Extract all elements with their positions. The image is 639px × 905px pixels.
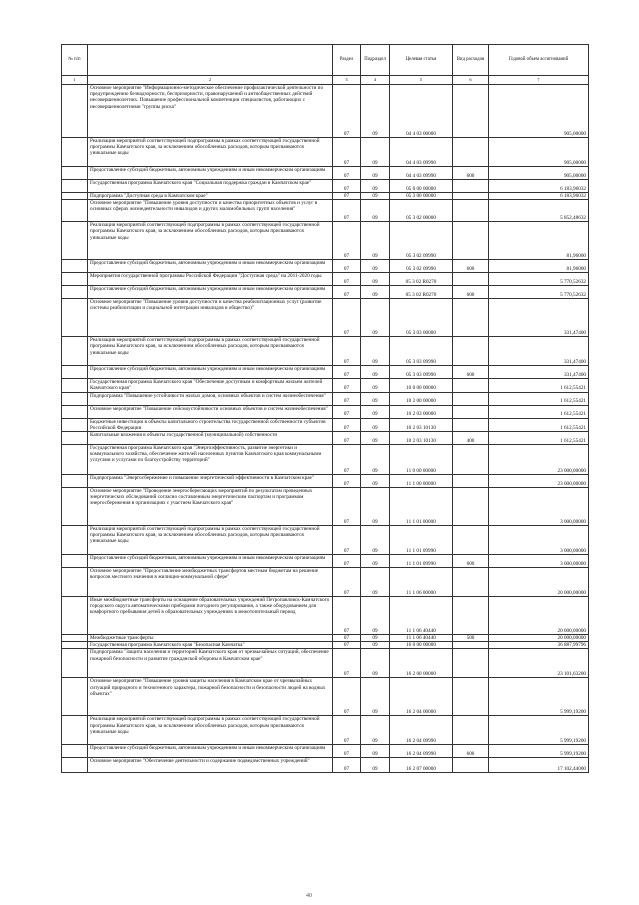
row-section-cell: 07: [333, 167, 361, 180]
table-row: [62, 405, 589, 418]
row-name-cell: Бюджетные инвестиции в объекты капитального строительства государственной собственности субъектов Российской Федерации: [88, 418, 333, 431]
table-row: [62, 649, 589, 678]
row-expense-type-cell: [453, 392, 489, 405]
row-subsection-cell: 09: [361, 260, 390, 273]
row-amount-cell: 1 612,55421: [489, 418, 589, 431]
row-expense-type-cell: 600: [453, 745, 489, 758]
row-name-cell: Предоставление субсидий бюджетным, автономным учреждениям и иным некоммерческим организациям: [88, 167, 333, 180]
table-row: [62, 299, 589, 337]
table-row: [62, 642, 589, 649]
table-row: [62, 286, 589, 299]
page-number: 40: [306, 893, 312, 899]
row-expense-type-cell: 600: [453, 167, 489, 180]
row-amount-cell: 20 000,00000: [489, 635, 589, 642]
table-row: [62, 418, 589, 431]
row-amount-cell: 5 999,19200: [489, 716, 589, 745]
col-name-header: [88, 45, 333, 76]
row-name-cell: Реализация мероприятий соответствующей подпрограммы в рамках соответствующей государственной программы Камчатского края, за исключением обособленных расходов, которым присваиваются уникальные коды: [88, 337, 333, 366]
row-target-article-cell: 16 2 04 00000: [390, 678, 453, 716]
row-amount-cell: 6 183,96032: [489, 193, 589, 200]
row-subsection-cell: 09: [361, 366, 390, 379]
row-name-cell: Реализация мероприятий соответствующей подпрограммы в рамках соответствующей государственной программы Камчатского края, за исключением обособленных расходов, которым присваиваются уникальные коды: [88, 222, 333, 260]
row-expense-type-cell: 600: [453, 286, 489, 299]
row-section-cell: 07: [333, 526, 361, 555]
row-amount-cell: 6 183,96032: [489, 180, 589, 193]
row-section-cell: 07: [333, 138, 361, 167]
row-target-article-cell: 16 2 07 00000: [390, 758, 453, 773]
row-amount-cell: 1 612,55421: [489, 405, 589, 418]
row-target-article-cell: 05 3 02 09990: [390, 222, 453, 260]
row-subsection-cell: 09: [361, 180, 390, 193]
col-number-header: № п/п: [62, 45, 88, 76]
row-number-cell: [62, 445, 88, 475]
row-target-article-cell: 11 1 01 09990: [390, 526, 453, 555]
table-row: [62, 678, 589, 716]
row-target-article-cell: 05 3 00 00000: [390, 193, 453, 200]
row-expense-type-cell: 600: [453, 555, 489, 568]
row-target-article-cell: 11 1 00 00000: [390, 475, 453, 488]
column-number: 1: [62, 76, 88, 85]
table-row: [62, 597, 589, 635]
row-amount-cell: 81,96000: [489, 222, 589, 260]
row-subsection-cell: 09: [361, 432, 390, 445]
row-section-cell: 07: [333, 286, 361, 299]
row-target-article-cell: 11 1 06 00000: [390, 568, 453, 597]
row-number-cell: [62, 392, 88, 405]
row-name-cell: Государственная программа Камчатского края "Безопасная Камчатка": [88, 642, 333, 649]
row-amount-cell: 23 101,63200: [489, 649, 589, 678]
row-subsection-cell: 09: [361, 649, 390, 678]
col-section-header: Раздел: [333, 45, 361, 76]
row-number-cell: [62, 286, 88, 299]
table-row: [62, 167, 589, 180]
row-target-article-cell: 05 3 03 00000: [390, 299, 453, 337]
row-number-cell: [62, 745, 88, 758]
row-expense-type-cell: [453, 180, 489, 193]
row-amount-cell: 81,96000: [489, 260, 589, 273]
row-number-cell: [62, 526, 88, 555]
row-subsection-cell: 09: [361, 526, 390, 555]
row-subsection-cell: 09: [361, 392, 390, 405]
row-subsection-cell: 09: [361, 193, 390, 200]
table-row: [62, 337, 589, 366]
row-number-cell: [62, 758, 88, 773]
row-name-cell: Мероприятия государственной программы Российской Федерации "Доступная среда" на 2011-2020 годы: [88, 273, 333, 286]
row-expense-type-cell: [453, 642, 489, 649]
column-number: 4: [361, 76, 390, 85]
row-section-cell: 07: [333, 299, 361, 337]
row-number-cell: [62, 167, 88, 180]
row-subsection-cell: 09: [361, 85, 390, 138]
row-subsection-cell: 09: [361, 475, 390, 488]
row-target-article-cell: 11 1 06 40440: [390, 635, 453, 642]
row-name-cell: Основное мероприятие "Повышение уровня защиты населения в Камчатском крае от чрезвычайных ситуаций природного и техногенного характера, пожарной безопасности и безопасности людей на водных объектах": [88, 678, 333, 716]
table-row: [62, 392, 589, 405]
row-expense-type-cell: [453, 200, 489, 222]
row-expense-type-cell: [453, 678, 489, 716]
row-subsection-cell: 09: [361, 635, 390, 642]
row-target-article-cell: 16 2 04 09990: [390, 716, 453, 745]
row-number-cell: [62, 432, 88, 445]
table-row: [62, 526, 589, 555]
row-name-cell: Основное мероприятие "Обеспечение деятельности и содержание подведомственных учреждений": [88, 758, 333, 773]
row-target-article-cell: 10 0 00 00000: [390, 379, 453, 392]
row-target-article-cell: 04 4 03 00000: [390, 85, 453, 138]
row-number-cell: [62, 418, 88, 431]
budget-sheet: [61, 44, 588, 773]
row-amount-cell: 36 887,99796: [489, 642, 589, 649]
table-row: [62, 745, 589, 758]
row-section-cell: 07: [333, 222, 361, 260]
row-section-cell: 07: [333, 273, 361, 286]
column-number: 3: [333, 76, 361, 85]
header-row: [62, 45, 589, 76]
table-row: [62, 445, 589, 475]
row-target-article-cell: 10 2 03 10130: [390, 418, 453, 431]
table-row: [62, 716, 589, 745]
row-amount-cell: 5 999,19200: [489, 678, 589, 716]
row-number-cell: [62, 193, 88, 200]
row-number-cell: [62, 180, 88, 193]
row-name-cell: Предоставление субсидий бюджетным, автономным учреждениям и иным некоммерческим организациям: [88, 260, 333, 273]
row-name-cell: Основное мероприятие "Предоставление межбюджетных трансфертов местным бюджетам на решение вопросов местного значения в жилищно-коммунальной сфере": [88, 568, 333, 597]
row-target-article-cell: 04 4 03 09990: [390, 167, 453, 180]
row-section-cell: 07: [333, 418, 361, 431]
row-expense-type-cell: [453, 475, 489, 488]
row-subsection-cell: 09: [361, 273, 390, 286]
row-subsection-cell: 09: [361, 745, 390, 758]
row-subsection-cell: 09: [361, 337, 390, 366]
row-number-cell: [62, 488, 88, 526]
column-number-row: [62, 76, 589, 85]
row-name-cell: Государственная программа Камчатского края "Энергоэффективность, развитие энергетики и коммунального хозяйства, обеспечение жителей населенных пунктов Камчатского края коммунальными услугами и услугами по благоустройству территорий": [88, 445, 333, 475]
row-target-article-cell: 05 0 00 00000: [390, 180, 453, 193]
row-name-cell: Межбюджетные трансферты: [88, 635, 333, 642]
row-target-article-cell: 16 0 00 00000: [390, 642, 453, 649]
row-subsection-cell: 09: [361, 555, 390, 568]
row-expense-type-cell: [453, 445, 489, 475]
row-expense-type-cell: [453, 716, 489, 745]
table-row: [62, 758, 589, 773]
row-subsection-cell: 09: [361, 286, 390, 299]
column-number: 2: [88, 76, 333, 85]
row-target-article-cell: 05 3 03 09990: [390, 366, 453, 379]
row-expense-type-cell: [453, 568, 489, 597]
row-number-cell: [62, 597, 88, 635]
row-number-cell: [62, 366, 88, 379]
row-section-cell: 07: [333, 475, 361, 488]
row-number-cell: [62, 222, 88, 260]
row-amount-cell: 20 000,00000: [489, 597, 589, 635]
row-name-cell: Предоставление субсидий бюджетным, автономным учреждениям и иным некоммерческим организациям: [88, 555, 333, 568]
row-subsection-cell: 09: [361, 445, 390, 475]
row-amount-cell: 905,00000: [489, 85, 589, 138]
row-number-cell: [62, 260, 88, 273]
row-amount-cell: 1 612,55421: [489, 379, 589, 392]
row-subsection-cell: 09: [361, 222, 390, 260]
row-amount-cell: 3 000,00000: [489, 526, 589, 555]
row-target-article-cell: 05 3 02 00000: [390, 200, 453, 222]
row-section-cell: 07: [333, 445, 361, 475]
col-expense-type-header: Вид расходов: [453, 45, 489, 76]
table-row: [62, 366, 589, 379]
row-target-article-cell: 04 4 03 09990: [390, 138, 453, 167]
row-number-cell: [62, 642, 88, 649]
row-expense-type-cell: [453, 193, 489, 200]
row-amount-cell: 3 000,00000: [489, 488, 589, 526]
table-body: [62, 85, 589, 773]
row-number-cell: [62, 85, 88, 138]
row-target-article-cell: 05 3 03 09990: [390, 337, 453, 366]
table-row: [62, 379, 589, 392]
row-amount-cell: 331,47400: [489, 299, 589, 337]
table-row: [62, 222, 589, 260]
row-subsection-cell: 09: [361, 138, 390, 167]
row-section-cell: 07: [333, 678, 361, 716]
row-amount-cell: 23 000,00000: [489, 445, 589, 475]
column-number: 5: [390, 76, 453, 85]
table-row: [62, 200, 589, 222]
row-target-article-cell: 05 3 02 R0270: [390, 273, 453, 286]
row-name-cell: Государственная программа Камчатского края "Обеспечение доступным и комфортным жильем жителей Камчатского края": [88, 379, 333, 392]
row-name-cell: Капитальные вложения в объекты государственной (муниципальной) собственности: [88, 432, 333, 445]
row-subsection-cell: 09: [361, 200, 390, 222]
row-name-cell: Подпрограмма "Энергосбережение и повышение энергетической эффективности в Камчатском крае": [88, 475, 333, 488]
table-row: [62, 193, 589, 200]
row-subsection-cell: 09: [361, 379, 390, 392]
row-amount-cell: 1 612,55421: [489, 432, 589, 445]
row-expense-type-cell: [453, 337, 489, 366]
row-section-cell: 07: [333, 488, 361, 526]
row-section-cell: 07: [333, 642, 361, 649]
row-expense-type-cell: [453, 273, 489, 286]
row-expense-type-cell: [453, 418, 489, 431]
row-number-cell: [62, 635, 88, 642]
row-target-article-cell: 11 1 01 00000: [390, 488, 453, 526]
row-section-cell: 07: [333, 200, 361, 222]
row-name-cell: Предоставление субсидий бюджетным, автономным учреждениям и иным некоммерческим организациям: [88, 366, 333, 379]
row-section-cell: 07: [333, 597, 361, 635]
col-amount-header: Годовой объем ассигнований: [489, 45, 589, 76]
row-section-cell: 07: [333, 758, 361, 773]
row-section-cell: 07: [333, 193, 361, 200]
row-name-cell: Основное мероприятие "Повышение уровня доступности и качества реабилитационных услуг (развитие системы реабилитации и социальной интеграции инвалидов в общество)": [88, 299, 333, 337]
row-name-cell: Предоставление субсидий бюджетным, автономным учреждениям и иным некоммерческим организациям: [88, 745, 333, 758]
row-number-cell: [62, 138, 88, 167]
row-subsection-cell: 09: [361, 678, 390, 716]
table-row: [62, 475, 589, 488]
row-amount-cell: 905,00000: [489, 138, 589, 167]
row-number-cell: [62, 273, 88, 286]
row-subsection-cell: 09: [361, 716, 390, 745]
row-amount-cell: 331,47400: [489, 366, 589, 379]
row-target-article-cell: 16 2 04 09990: [390, 745, 453, 758]
row-target-article-cell: 16 2 00 00000: [390, 649, 453, 678]
table-row: [62, 138, 589, 167]
row-subsection-cell: 09: [361, 597, 390, 635]
column-number: 6: [453, 76, 489, 85]
row-amount-cell: 5 770,52632: [489, 273, 589, 286]
row-subsection-cell: 09: [361, 167, 390, 180]
row-number-cell: [62, 678, 88, 716]
row-section-cell: 07: [333, 745, 361, 758]
row-target-article-cell: 10 2 00 00000: [390, 392, 453, 405]
table-row: [62, 432, 589, 445]
row-expense-type-cell: 600: [453, 260, 489, 273]
row-amount-cell: 1 612,55421: [489, 392, 589, 405]
table-row: [62, 635, 589, 642]
col-target-article-header: Целевая статья: [390, 45, 453, 76]
row-name-cell: Реализация мероприятий соответствующей подпрограммы в рамках соответствующей государственной программы Камчатского края, за исключением обособленных расходов, которым присваиваются уникальные коды: [88, 138, 333, 167]
row-section-cell: 07: [333, 260, 361, 273]
row-number-cell: [62, 568, 88, 597]
table-row: [62, 488, 589, 526]
row-expense-type-cell: [453, 597, 489, 635]
row-expense-type-cell: 600: [453, 366, 489, 379]
row-expense-type-cell: [453, 85, 489, 138]
row-amount-cell: 905,00000: [489, 167, 589, 180]
table-row: [62, 85, 589, 138]
row-amount-cell: 331,47400: [489, 337, 589, 366]
row-expense-type-cell: [453, 649, 489, 678]
column-number: 7: [489, 76, 589, 85]
budget-table: [61, 44, 589, 773]
row-section-cell: 07: [333, 337, 361, 366]
row-section-cell: 07: [333, 649, 361, 678]
row-subsection-cell: 09: [361, 568, 390, 597]
row-section-cell: 07: [333, 555, 361, 568]
row-amount-cell: 3 000,00000: [489, 555, 589, 568]
table-row: [62, 260, 589, 273]
row-name-cell: Основное мероприятие "Проведение энергосберегающих мероприятий по результатам проведенных энергетических обследований согласно составленным энергетическим паспортам и программам энергосбережения в организациях с участием Камчатского края": [88, 488, 333, 526]
row-section-cell: 07: [333, 716, 361, 745]
row-target-article-cell: 11 1 01 09990: [390, 555, 453, 568]
row-number-cell: [62, 200, 88, 222]
row-expense-type-cell: [453, 405, 489, 418]
row-name-cell: Подпрограмма "Доступная среда в Камчатском крае": [88, 193, 333, 200]
row-number-cell: [62, 716, 88, 745]
row-expense-type-cell: [453, 138, 489, 167]
row-amount-cell: 20 000,00000: [489, 568, 589, 597]
row-target-article-cell: 10 2 03 00000: [390, 405, 453, 418]
row-target-article-cell: 11 1 06 40440: [390, 597, 453, 635]
row-name-cell: Государственная программа Камчатского края "Социальная поддержка граждан в Камчатском крае": [88, 180, 333, 193]
row-expense-type-cell: 400: [453, 432, 489, 445]
row-subsection-cell: 09: [361, 405, 390, 418]
row-expense-type-cell: [453, 222, 489, 260]
row-name-cell: Основное мероприятие "Информационно-методическое обеспечение профилактической деятельности по предупреждению безнадзорности, беспризорности, правонарушений и антиобщественных действий несовершеннолетних. Повышение профессиональной компетенции специалистов, работающих с несовершеннолетними "группы риска": [88, 85, 333, 138]
table-row: [62, 568, 589, 597]
row-expense-type-cell: 500: [453, 635, 489, 642]
row-section-cell: 07: [333, 635, 361, 642]
row-expense-type-cell: [453, 488, 489, 526]
row-amount-cell: 5 999,19200: [489, 745, 589, 758]
row-subsection-cell: 09: [361, 758, 390, 773]
row-amount-cell: 23 000,00000: [489, 475, 589, 488]
row-expense-type-cell: [453, 758, 489, 773]
row-target-article-cell: 05 3 02 09990: [390, 260, 453, 273]
row-number-cell: [62, 475, 88, 488]
row-target-article-cell: 10 2 03 10130: [390, 432, 453, 445]
table-row: [62, 555, 589, 568]
row-name-cell: Предоставление субсидий бюджетным, автономным учреждениям и иным некоммерческим организациям: [88, 286, 333, 299]
row-section-cell: 07: [333, 85, 361, 138]
row-number-cell: [62, 299, 88, 337]
row-number-cell: [62, 649, 88, 678]
row-number-cell: [62, 405, 88, 418]
table-row: [62, 180, 589, 193]
row-expense-type-cell: [453, 299, 489, 337]
row-amount-cell: 17 102,44000: [489, 758, 589, 773]
row-number-cell: [62, 379, 88, 392]
row-section-cell: 07: [333, 392, 361, 405]
row-section-cell: 07: [333, 180, 361, 193]
col-subsection-header: Подраздел: [361, 45, 390, 76]
row-name-cell: Подпрограмма "Повышение устойчивости жилых домов, основных объектов и систем жизнеобеспечения": [88, 392, 333, 405]
row-name-cell: Основное мероприятие "Повышение уровня доступности и качества приоритетных объектов и услуг в основных сферах жизнедеятельности инвалидов и других маломобильных групп населения": [88, 200, 333, 222]
row-name-cell: Реализация мероприятий соответствующей подпрограммы в рамках соответствующей государственной программы Камчатского края, за исключением обособленных расходов, которым присваиваются уникальные коды: [88, 716, 333, 745]
row-subsection-cell: 09: [361, 642, 390, 649]
row-expense-type-cell: [453, 526, 489, 555]
row-subsection-cell: 09: [361, 418, 390, 431]
row-expense-type-cell: [453, 379, 489, 392]
row-section-cell: 07: [333, 366, 361, 379]
row-section-cell: 07: [333, 432, 361, 445]
row-amount-cell: 5 770,52632: [489, 286, 589, 299]
row-section-cell: 07: [333, 379, 361, 392]
row-number-cell: [62, 555, 88, 568]
table-row: [62, 273, 589, 286]
row-name-cell: Подпрограмма "Защита населения и территорий Камчатского края от чрезвычайных ситуаций, обеспечение пожарной безопасности и развитие гражданской обороны в Камчатском крае": [88, 649, 333, 678]
row-subsection-cell: 09: [361, 488, 390, 526]
row-number-cell: [62, 337, 88, 366]
row-target-article-cell: 05 3 02 R0270: [390, 286, 453, 299]
row-name-cell: Иные межбюджетные трансферты на оснащение образовательных учреждений Петропавловск-Камчатского городского округа автоматическими приборами погодного регулирования, а также оборудованием для комфортного пребывания детей в образовательных учреждениях в межотопительный период: [88, 597, 333, 635]
row-section-cell: 07: [333, 568, 361, 597]
row-subsection-cell: 09: [361, 299, 390, 337]
row-amount-cell: 5 852,48632: [489, 200, 589, 222]
row-section-cell: 07: [333, 405, 361, 418]
row-name-cell: Основное мероприятие "Повышение сейсмоустойчивости основных объектов и систем жизнеобеспечения": [88, 405, 333, 418]
row-target-article-cell: 11 0 00 00000: [390, 445, 453, 475]
row-name-cell: Реализация мероприятий соответствующей подпрограммы в рамках соответствующей государственной программы Камчатского края, за исключением обособленных расходов, которым присваиваются уникальные коды: [88, 526, 333, 555]
